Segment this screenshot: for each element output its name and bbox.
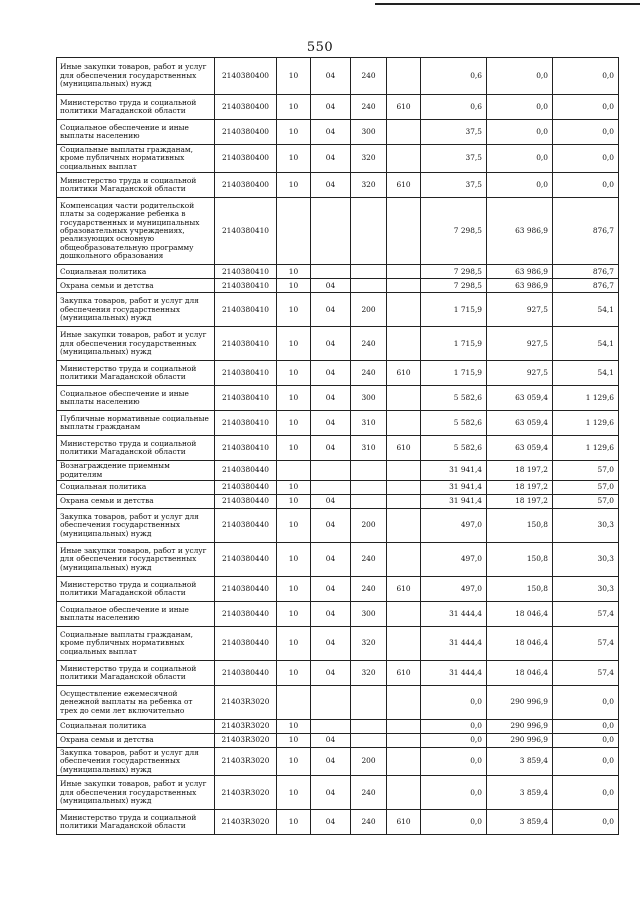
row-amount-3: 57,0 [553,495,619,509]
row-admin-code [387,495,421,509]
row-expense-type [351,265,387,279]
row-code: 21403R3020 [215,810,277,835]
row-amount-1: 37,5 [421,145,487,173]
row-amount-2: 18 046,4 [487,661,553,686]
row-amount-3: 54,1 [553,361,619,386]
row-amount-2: 63 986,9 [487,279,553,293]
row-code: 2140380400 [215,58,277,95]
row-amount-3: 0,0 [553,776,619,810]
row-amount-2: 3 859,4 [487,810,553,835]
row-admin-code: 610 [387,661,421,686]
row-section: 10 [277,293,311,327]
row-name: Вознаграждение приемным родителям [57,461,215,481]
row-section: 10 [277,361,311,386]
row-expense-type: 310 [351,411,387,436]
row-expense-type: 310 [351,436,387,461]
row-code: 2140380400 [215,145,277,173]
row-amount-3: 1 129,6 [553,411,619,436]
row-admin-code [387,481,421,495]
row-section: 10 [277,120,311,145]
row-subsection: 04 [311,145,351,173]
row-amount-3: 0,0 [553,120,619,145]
row-section [277,198,311,265]
row-section: 10 [277,327,311,361]
table-row [57,627,619,661]
row-section: 10 [277,173,311,198]
row-amount-1: 5 582,6 [421,386,487,411]
row-admin-code: 610 [387,577,421,602]
row-amount-3: 57,4 [553,602,619,627]
row-section: 10 [277,495,311,509]
row-section [277,686,311,720]
row-amount-2: 3 859,4 [487,748,553,776]
row-admin-code [387,748,421,776]
row-amount-3: 30,3 [553,577,619,602]
row-amount-2: 3 859,4 [487,776,553,810]
row-code: 2140380410 [215,436,277,461]
row-amount-2: 18 197,2 [487,495,553,509]
row-subsection: 04 [311,411,351,436]
row-section: 10 [277,145,311,173]
row-amount-1: 497,0 [421,577,487,602]
row-amount-2: 150,8 [487,543,553,577]
row-name: Иные закупки товаров, работ и услуг для обеспечения государственных (муниципальных) нужд [57,776,215,810]
row-expense-type: 240 [351,543,387,577]
row-expense-type [351,734,387,748]
row-amount-1: 0,6 [421,95,487,120]
row-admin-code [387,120,421,145]
row-name: Министерство труда и социальной политики Магаданской области [57,810,215,835]
table-row [57,145,619,173]
row-admin-code [387,543,421,577]
row-name: Министерство труда и социальной политики Магаданской области [57,361,215,386]
row-admin-code [387,602,421,627]
row-section: 10 [277,602,311,627]
row-amount-3: 57,4 [553,661,619,686]
row-admin-code [387,509,421,543]
row-name: Социальные выплаты гражданам, кроме публичных нормативных социальных выплат [57,145,215,173]
table-row [57,577,619,602]
row-amount-3: 0,0 [553,748,619,776]
row-amount-3: 0,0 [553,720,619,734]
row-expense-type: 240 [351,577,387,602]
row-expense-type: 320 [351,145,387,173]
row-subsection [311,686,351,720]
row-amount-2: 290 996,9 [487,686,553,720]
row-section: 10 [277,627,311,661]
row-expense-type: 240 [351,58,387,95]
row-section: 10 [277,279,311,293]
row-amount-2: 290 996,9 [487,720,553,734]
row-subsection: 04 [311,95,351,120]
row-amount-3: 30,3 [553,543,619,577]
row-amount-2: 18 046,4 [487,602,553,627]
table-row [57,198,619,265]
row-subsection: 04 [311,327,351,361]
row-expense-type: 320 [351,661,387,686]
row-amount-1: 1 715,9 [421,361,487,386]
row-section: 10 [277,481,311,495]
row-code: 2140380410 [215,293,277,327]
row-admin-code [387,293,421,327]
row-code: 2140380440 [215,495,277,509]
row-amount-1: 37,5 [421,120,487,145]
row-name: Социальная политика [57,481,215,495]
row-amount-1: 31 444,4 [421,661,487,686]
row-expense-type [351,720,387,734]
row-amount-2: 63 986,9 [487,265,553,279]
row-expense-type: 240 [351,95,387,120]
row-amount-2: 290 996,9 [487,734,553,748]
table-row [57,720,619,734]
row-name: Министерство труда и социальной политики Магаданской области [57,436,215,461]
row-code: 2140380440 [215,509,277,543]
table-row [57,95,619,120]
row-subsection: 04 [311,661,351,686]
row-amount-3: 1 129,6 [553,436,619,461]
row-expense-type [351,198,387,265]
row-expense-type [351,686,387,720]
row-admin-code [387,327,421,361]
row-amount-3: 0,0 [553,145,619,173]
row-code: 2140380400 [215,120,277,145]
row-subsection [311,481,351,495]
row-admin-code [387,279,421,293]
row-section: 10 [277,577,311,602]
row-admin-code [387,686,421,720]
row-amount-1: 37,5 [421,173,487,198]
row-admin-code [387,627,421,661]
row-expense-type [351,495,387,509]
row-amount-1: 0,0 [421,720,487,734]
row-amount-2: 63 059,4 [487,436,553,461]
row-amount-2: 927,5 [487,293,553,327]
row-amount-3: 57,0 [553,461,619,481]
row-amount-1: 0,0 [421,734,487,748]
row-section: 10 [277,776,311,810]
row-name: Иные закупки товаров, работ и услуг для обеспечения государственных (муниципальных) нужд [57,543,215,577]
row-admin-code [387,776,421,810]
table-row [57,734,619,748]
row-amount-2: 18 197,2 [487,481,553,495]
row-subsection: 04 [311,577,351,602]
row-section: 10 [277,748,311,776]
row-subsection: 04 [311,173,351,198]
table-row [57,543,619,577]
row-name: Социальная политика [57,720,215,734]
row-section: 10 [277,661,311,686]
row-code: 21403R3020 [215,686,277,720]
row-amount-1: 5 582,6 [421,411,487,436]
row-code: 2140380410 [215,386,277,411]
row-amount-3: 0,0 [553,173,619,198]
row-expense-type: 320 [351,173,387,198]
row-code: 2140380440 [215,661,277,686]
row-expense-type: 240 [351,361,387,386]
row-code: 2140380410 [215,361,277,386]
row-subsection: 04 [311,120,351,145]
row-expense-type: 300 [351,386,387,411]
row-name: Охрана семьи и детства [57,734,215,748]
row-section: 10 [277,411,311,436]
row-amount-1: 497,0 [421,509,487,543]
row-admin-code [387,461,421,481]
row-name: Социальная политика [57,265,215,279]
row-admin-code [387,720,421,734]
row-code: 2140380400 [215,95,277,120]
row-amount-1: 0,0 [421,686,487,720]
table-row [57,481,619,495]
row-code: 2140380410 [215,279,277,293]
table-row [57,120,619,145]
row-amount-3: 0,0 [553,686,619,720]
row-expense-type: 240 [351,776,387,810]
row-amount-1: 7 298,5 [421,198,487,265]
row-admin-code [387,734,421,748]
row-subsection [311,461,351,481]
row-code: 2140380440 [215,627,277,661]
row-subsection: 04 [311,627,351,661]
row-code: 2140380410 [215,265,277,279]
row-code: 2140380410 [215,327,277,361]
row-subsection: 04 [311,776,351,810]
row-amount-3: 30,3 [553,509,619,543]
row-subsection [311,265,351,279]
row-name: Публичные нормативные социальные выплаты гражданам [57,411,215,436]
row-expense-type [351,481,387,495]
row-amount-2: 63 059,4 [487,411,553,436]
table-row [57,411,619,436]
row-subsection: 04 [311,509,351,543]
row-amount-3: 0,0 [553,58,619,95]
row-amount-1: 5 582,6 [421,436,487,461]
table-row [57,327,619,361]
row-code: 2140380440 [215,461,277,481]
table-row [57,776,619,810]
row-section: 10 [277,436,311,461]
row-code: 2140380400 [215,173,277,198]
row-amount-2: 150,8 [487,509,553,543]
row-amount-2: 63 059,4 [487,386,553,411]
row-amount-2: 18 046,4 [487,627,553,661]
row-subsection: 04 [311,279,351,293]
row-code: 21403R3020 [215,734,277,748]
table-row [57,436,619,461]
row-code: 21403R3020 [215,720,277,734]
row-name: Иные закупки товаров, работ и услуг для обеспечения государственных (муниципальных) нужд [57,58,215,95]
row-code: 2140380440 [215,481,277,495]
row-amount-2: 0,0 [487,145,553,173]
row-amount-3: 54,1 [553,293,619,327]
row-amount-1: 31 941,4 [421,495,487,509]
row-name: Охрана семьи и детства [57,279,215,293]
row-name: Социальное обеспечение и иные выплаты населению [57,386,215,411]
row-name: Социальное обеспечение и иные выплаты населению [57,602,215,627]
row-amount-1: 31 444,4 [421,602,487,627]
row-expense-type: 320 [351,627,387,661]
row-subsection: 04 [311,361,351,386]
row-amount-2: 927,5 [487,327,553,361]
row-amount-3: 0,0 [553,810,619,835]
row-admin-code [387,411,421,436]
row-expense-type: 300 [351,120,387,145]
row-expense-type: 300 [351,602,387,627]
row-amount-2: 0,0 [487,95,553,120]
row-amount-1: 1 715,9 [421,293,487,327]
row-amount-3: 57,4 [553,627,619,661]
row-name: Охрана семьи и детства [57,495,215,509]
row-amount-1: 0,0 [421,776,487,810]
table-row [57,173,619,198]
table-row [57,279,619,293]
row-amount-3: 54,1 [553,327,619,361]
row-admin-code: 610 [387,173,421,198]
row-subsection [311,720,351,734]
row-section: 10 [277,95,311,120]
table-row [57,386,619,411]
table-row [57,461,619,481]
row-amount-1: 497,0 [421,543,487,577]
row-amount-3: 0,0 [553,734,619,748]
row-admin-code: 610 [387,361,421,386]
row-amount-2: 0,0 [487,120,553,145]
table-row [57,58,619,95]
row-section: 10 [277,720,311,734]
row-admin-code: 610 [387,810,421,835]
row-amount-1: 0,0 [421,810,487,835]
table-row [57,686,619,720]
row-admin-code [387,145,421,173]
row-section: 10 [277,509,311,543]
row-name: Закупка товаров, работ и услуг для обеспечения государственных (муниципальных) нужд [57,293,215,327]
row-section [277,461,311,481]
table-row [57,810,619,835]
row-amount-2: 0,0 [487,173,553,198]
row-amount-3: 876,7 [553,279,619,293]
row-name: Министерство труда и социальной политики Магаданской области [57,661,215,686]
row-amount-1: 0,0 [421,748,487,776]
row-name: Социальные выплаты гражданам, кроме публичных нормативных социальных выплат [57,627,215,661]
row-section: 10 [277,265,311,279]
row-amount-2: 63 986,9 [487,198,553,265]
row-amount-1: 31 941,4 [421,461,487,481]
row-subsection: 04 [311,543,351,577]
row-code: 2140380410 [215,411,277,436]
row-amount-1: 31 941,4 [421,481,487,495]
row-section: 10 [277,734,311,748]
row-section: 10 [277,543,311,577]
row-admin-code [387,265,421,279]
row-name: Министерство труда и социальной политики Магаданской области [57,173,215,198]
row-name: Министерство труда и социальной политики Магаданской области [57,577,215,602]
row-code: 2140380440 [215,602,277,627]
row-subsection [311,198,351,265]
row-code: 2140380440 [215,543,277,577]
row-amount-1: 7 298,5 [421,265,487,279]
row-amount-2: 18 197,2 [487,461,553,481]
row-subsection: 04 [311,748,351,776]
row-subsection: 04 [311,495,351,509]
row-expense-type [351,461,387,481]
table-row [57,748,619,776]
row-name: Закупка товаров, работ и услуг для обеспечения государственных (муниципальных) нужд [57,748,215,776]
row-admin-code [387,198,421,265]
row-expense-type [351,279,387,293]
table-row [57,602,619,627]
row-name: Иные закупки товаров, работ и услуг для обеспечения государственных (муниципальных) нужд [57,327,215,361]
row-amount-2: 927,5 [487,361,553,386]
scan-edge-line [375,3,640,5]
row-expense-type: 240 [351,327,387,361]
row-expense-type: 200 [351,293,387,327]
table-row [57,661,619,686]
table-row [57,293,619,327]
row-amount-3: 57,0 [553,481,619,495]
row-expense-type: 200 [351,509,387,543]
row-code: 2140380410 [215,198,277,265]
row-admin-code: 610 [387,95,421,120]
row-subsection: 04 [311,734,351,748]
row-amount-1: 31 444,4 [421,627,487,661]
row-amount-1: 0,6 [421,58,487,95]
row-code: 2140380440 [215,577,277,602]
row-amount-3: 876,7 [553,198,619,265]
row-subsection: 04 [311,386,351,411]
row-code: 21403R3020 [215,776,277,810]
row-code: 21403R3020 [215,748,277,776]
row-amount-2: 150,8 [487,577,553,602]
table-row [57,495,619,509]
page-number: 550 [306,40,334,55]
row-subsection: 04 [311,810,351,835]
row-subsection: 04 [311,436,351,461]
row-amount-3: 876,7 [553,265,619,279]
table-row [57,509,619,543]
row-subsection: 04 [311,602,351,627]
row-subsection: 04 [311,58,351,95]
row-expense-type: 200 [351,748,387,776]
row-amount-2: 0,0 [487,58,553,95]
row-amount-3: 0,0 [553,95,619,120]
row-name: Компенсация части родительской платы за содержание ребенка в государственных и муниципальных образовательных учреждениях, реализующих основную общеобразовательную программу дошкольного образования [57,198,215,265]
row-subsection: 04 [311,293,351,327]
row-name: Закупка товаров, работ и услуг для обеспечения государственных (муниципальных) нужд [57,509,215,543]
row-section: 10 [277,58,311,95]
row-admin-code [387,386,421,411]
row-name: Министерство труда и социальной политики Магаданской области [57,95,215,120]
row-section: 10 [277,386,311,411]
row-admin-code: 610 [387,436,421,461]
row-amount-3: 1 129,6 [553,386,619,411]
row-name: Осуществление ежемесячной денежной выплаты на ребенка от трех до семи лет включительно [57,686,215,720]
row-section: 10 [277,810,311,835]
row-name: Социальное обеспечение и иные выплаты населению [57,120,215,145]
table-row [57,361,619,386]
row-admin-code [387,58,421,95]
table-row [57,265,619,279]
row-expense-type: 240 [351,810,387,835]
row-amount-1: 7 298,5 [421,279,487,293]
budget-table [56,57,619,835]
row-amount-1: 1 715,9 [421,327,487,361]
